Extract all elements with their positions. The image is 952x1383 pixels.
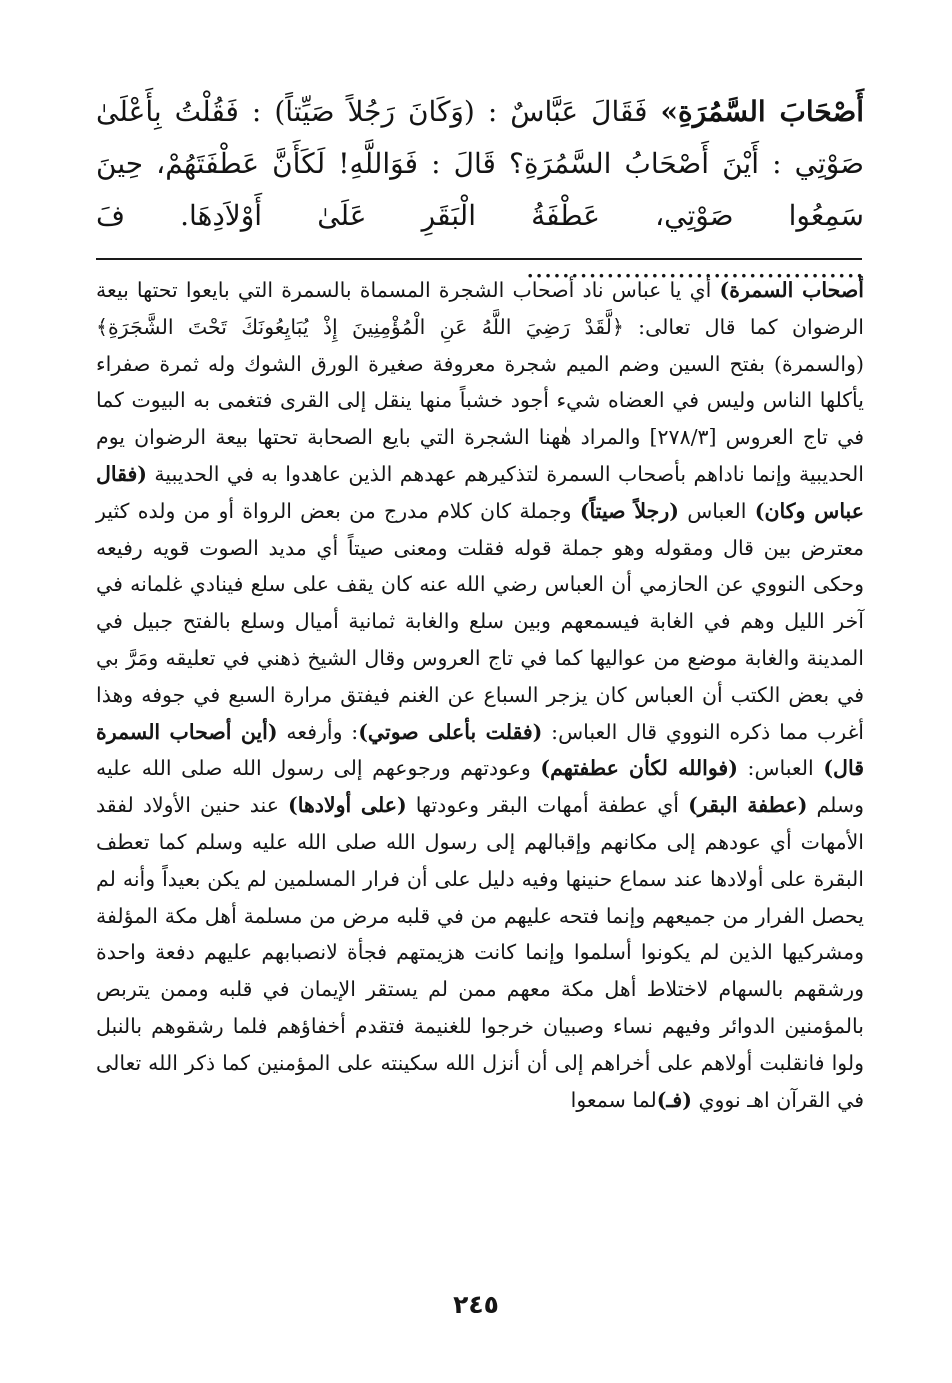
hadith-text xyxy=(96,86,864,294)
hadith-body: فَقَالَ عَبَّاسٌ : (وَكَانَ رَجُلاً صَيِّتاً) : فَقُلْتُ بِأَعْلَىٰ صَوْتِي : أَيْنَ أَصْحَابُ السَّمُرَةِ؟ قَالَ : فَوَاللَّهِ! لَكَأَنَّ عَطْفَتَهُمْ، حِينَ سَمِعُوا صَوْتِي، عَطْفَةُ الْبَقَرِ عَلَىٰ أَوْلاَدِهَا. فَ ...................................... xyxy=(96,95,864,284)
commentary-segment: أي يا عباس ناد أصحاب الشجرة المسماة بالسمرة التي بايعوا تحتها بيعة الرضوان كما قال تعالى: ﴿لَّقَدْ رَضِيَ اللَّهُ عَنِ الْمُؤْمِنِينَ إِذْ يُبَايِعُونَكَ تَحْتَ الشَّجَرَةِ﴾ (والسمرة) بفتح السين وضم الميم شجرة معروفة صغيرة الورق الشوك وله ثمرة صفراء يأكلها الناس وليس في العضاه شيء أجود خشباً منها ينقل إلى القرى فتغمى به البيوت كما في تاج العروس [٢٧٨/٣] والمراد هٰهنا الشجرة التي بايع الصحابة تحتها بيعة الرضوان يوم الحديبية وإنما ناداهم بأصحاب السمرة لتذكيرهم عهدهم الذين عاهدوا به في الحديبية xyxy=(96,278,865,486)
commentary-segment: : وأرفعه xyxy=(277,719,359,744)
commentary-paragraph xyxy=(96,272,864,1118)
page-number: ٢٤٥ xyxy=(453,1290,499,1319)
commentary-text xyxy=(96,272,864,1118)
footnote-divider xyxy=(96,258,862,260)
commentary-segment: لما سمعوا xyxy=(570,1087,657,1112)
commentary-bold-segment: (أين أصحاب السمرة قال) xyxy=(96,719,864,781)
commentary-bold-segment: أصحاب السمرة) xyxy=(719,278,864,302)
commentary-bold-segment: (فـ) xyxy=(656,1087,692,1112)
hadith-lead: أَصْحَابَ السَّمُرَةِ» xyxy=(660,95,864,128)
hadith-paragraph xyxy=(96,86,864,294)
commentary-bold-segment: (فوالله لكأن عطفتهم) xyxy=(540,756,738,781)
commentary-bold-segment: (عطفة البقر) xyxy=(688,793,808,818)
commentary-segment: العباس xyxy=(678,498,755,523)
commentary-bold-segment: (فقلت بأعلى صوتي) xyxy=(358,719,543,744)
commentary-segment: أي عطفة أمهات البقر وعودتها xyxy=(406,793,689,818)
commentary-bold-segment: (فقال عباس وكان) xyxy=(96,461,864,523)
commentary-segment: عند حنين الأولاد لفقد الأمهات أي عودهم إلى مكانهم وإقبالهم إلى رسول الله صلى الله عليه وسلم كما تعطف البقرة على أولادها عند سماع حنينها وفيه دليل على أن فرار المسلمين لم يكن بعيداً وأنه لم يحصل الفرار من جميعهم وإنما فتحه عليهم من في قلبه مرض من مسلمة أهل مكة المؤلفة ومشركيها الذين لم يكونوا أسلموا وإنما كانت هزيمتهم فجأة لانصبابهم عليهم دفعة واحدة ورشقهم بالسهام لاختلاط أهل مكة معهم ممن لم يستقر الإيمان في قلبه وممن يتربص بالمؤمنين الدوائر وفيهم نساء وصبيان خرجوا للغنيمة فتقدم أخفاؤهم فلما رشقوهم بالنبل ولوا فانقلبت أولاهم على أخراهم إلى أن أنزل الله سكينته على المؤمنين كما ذكر الله تعالى في القرآن اهـ نووي xyxy=(96,793,864,1112)
commentary-segment: وجملة كان كلام مدرج من بعض الرواة أو من ولده كثير معترض بين قال ومقوله وهو جملة قوله فقلت ومعنى صيتاً أي مديد الصوت قويه رفيعه وحكى النووي عن الحازمي أن العباس رضي الله عنه كان يقف على سلع فينادي غلمانه في آخر الليل وهم في الغابة فيسمعهم وبين سلع والغابة ثمانية أميال وسلع بالفتح جبيل في المدينة والغابة موضع من عواليها كما في تاج العروس وقال الشيخ ذهني في تعليقه ومَرَّ بي في بعض الكتب أن العباس كان يزجر السباع عن الغنم فيفتق مرارة السبع في جوفه وهذا أغرب مما ذكره النووي قال العباس: xyxy=(96,498,864,744)
commentary-segment: وعودتهم ورجوعهم إلى رسول الله صلى الله عليه وسلم xyxy=(96,756,864,818)
commentary-segment: العباس: xyxy=(737,756,824,781)
commentary-bold-segment: (على أولادها) xyxy=(288,793,407,818)
commentary-bold-segment: (رجلاً صيتاً) xyxy=(579,498,679,523)
